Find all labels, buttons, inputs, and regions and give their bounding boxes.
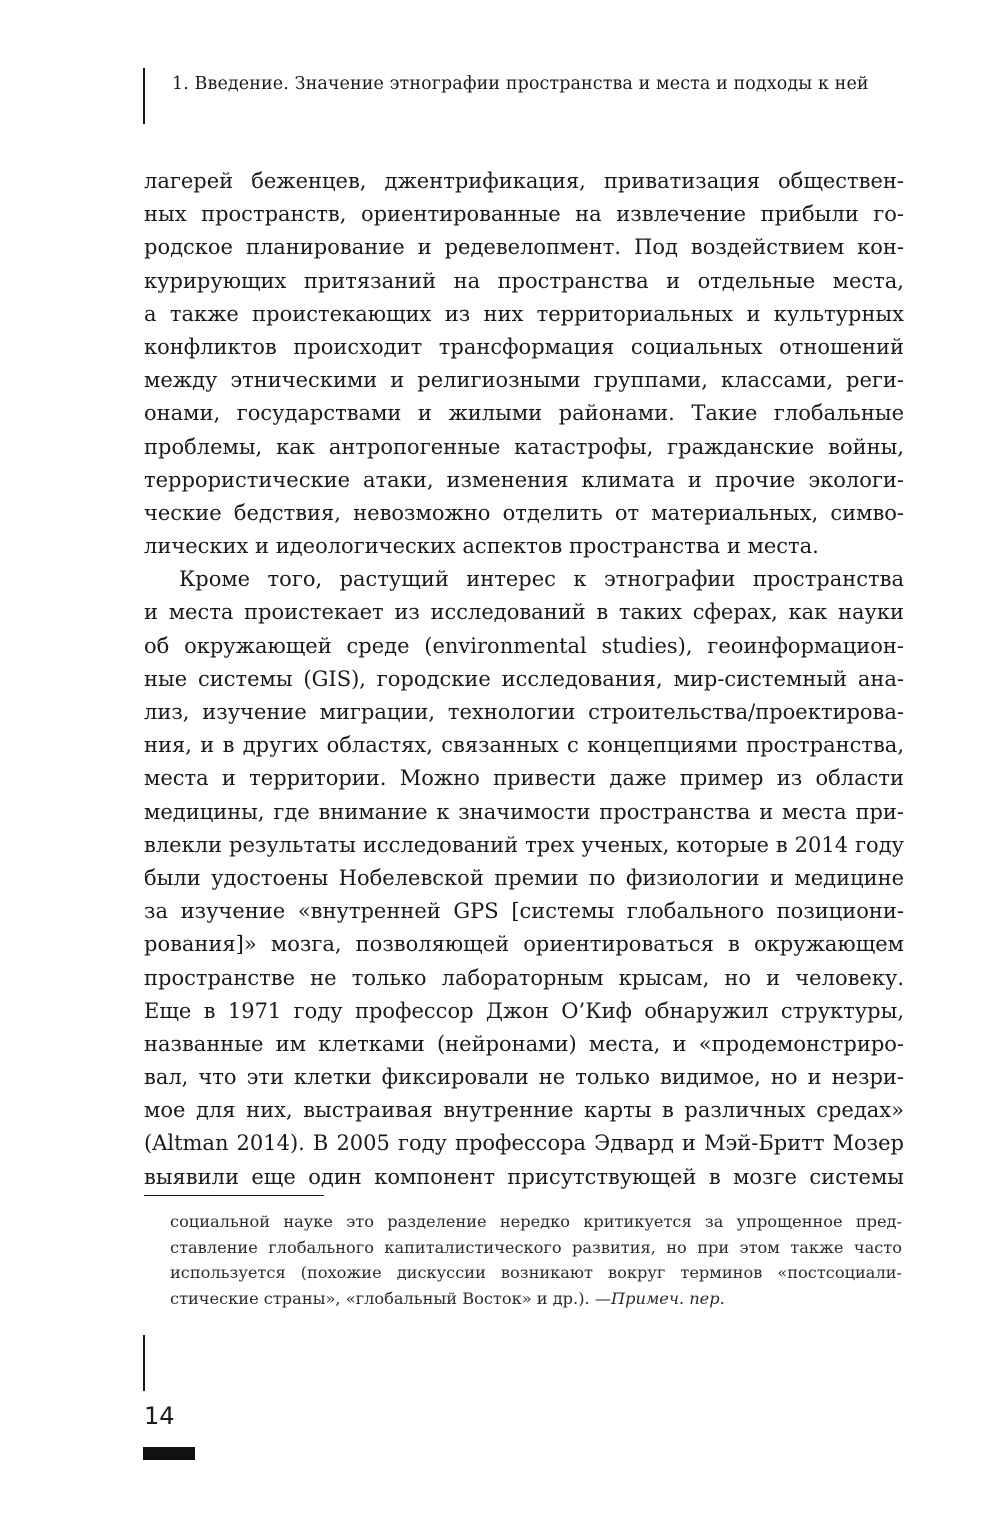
footnote-line: социальной науке это разделение нередко критикуется за упрощенное пред-	[170, 1212, 902, 1231]
text-line: курирующих притязаний на пространства и отдельные места,	[144, 268, 904, 293]
body-text	[144, 165, 904, 1194]
paragraph-1	[144, 165, 904, 563]
text-line: места и территории. Можно привести даже пример из области	[144, 766, 904, 791]
footer-rule	[143, 1335, 145, 1391]
paragraph-2	[144, 563, 904, 1194]
text-line: лических и идеологических аспектов пространства и места.	[144, 534, 819, 559]
text-line: рования]» мозга, позволяющей ориентироваться в окружающем	[144, 932, 904, 957]
text-line: за изучение «внутренней GPS [системы глобального позициони-	[144, 899, 904, 924]
footnote-separator	[144, 1195, 324, 1196]
text-line: ческие бедствия, невозможно отделить от материальных, симво-	[144, 500, 904, 525]
text-line: Кроме того, растущий интерес к этнографии пространства	[179, 567, 904, 592]
text-line: террористические атаки, изменения климата и прочие экологи-	[144, 467, 904, 492]
text-line: пространстве не только лабораторным крысам, но и человеку.	[144, 965, 904, 990]
text-line: лиз, изучение миграции, технологии строительства/проектирова-	[144, 700, 904, 724]
text-line: вал, что эти клетки фиксировали не только видимое, но и незри-	[144, 1065, 904, 1090]
text-line: родское планирование и редевелопмент. Под воздействием кон-	[144, 235, 904, 260]
footnote-line: ставление глобального капиталистического развития, но при этом также часто	[170, 1237, 902, 1257]
text-line: ные системы (GIS), городские исследования, мир-системный ана-	[144, 666, 904, 691]
footnote	[170, 1209, 902, 1311]
text-line: ных пространств, ориентированные на извлечение прибыли го-	[144, 202, 904, 227]
text-line: мое для них, выстраивая внутренние карты в различных средах»	[144, 1098, 904, 1123]
text-line: (Altman 2014). В 2005 году профессора Эдвард и Мэй-Бритт Мозер	[144, 1131, 904, 1156]
running-head-rule	[143, 68, 145, 124]
text-line: ния, и в других областях, связанных с концепциями пространства,	[144, 733, 904, 758]
text-line: проблемы, как антропогенные катастрофы, гражданские войны,	[144, 434, 904, 459]
page-number: 14	[144, 1402, 175, 1430]
text-line: названные им клетками (нейронами) места, и «продемонстриро-	[144, 1031, 904, 1056]
footnote-last-line	[170, 1286, 902, 1312]
text-line: конфликтов происходит трансформация социальных отношений	[144, 334, 904, 359]
footnote-line: используется (похожие дискуссии возникают вокруг терминов «постсоциали-	[170, 1263, 902, 1282]
text-line: и места проистекает из исследований в таких сферах, как науки	[144, 600, 904, 625]
text-line: между этническими и религиозными группами, классами, реги-	[144, 368, 904, 393]
text-line: были удостоены Нобелевской премии по физиологии и медицине	[144, 865, 904, 890]
text-line: онами, государствами и жилыми районами. Такие глобальные	[144, 401, 904, 426]
text-line: лагерей беженцев, джентрификация, приватизация обществен-	[144, 169, 904, 193]
translator-note-mark: Примеч. пер.	[610, 1288, 725, 1308]
text-line: медицины, где внимание к значимости пространства и места при-	[144, 799, 904, 824]
running-head: 1. Введение. Значение этнографии пространства и места и подходы к ней	[172, 74, 869, 94]
text-line: об окружающей среде (environmental studies), геоинформацион-	[144, 633, 904, 658]
text-line: а также проистекающих из них территориальных и культурных	[144, 301, 904, 326]
page-marker-bar	[143, 1447, 195, 1460]
footnote-line-text: стические страны», «глобальный Восток» и др.). —	[170, 1288, 611, 1308]
text-line: выявили еще один компонент присутствующей в мозге системы	[144, 1164, 904, 1189]
text-line: влекли результаты исследований трех ученых, которые в 2014 году	[144, 832, 904, 857]
text-line: Еще в 1971 году профессор Джон О’Киф обнаружил структуры,	[144, 998, 904, 1023]
